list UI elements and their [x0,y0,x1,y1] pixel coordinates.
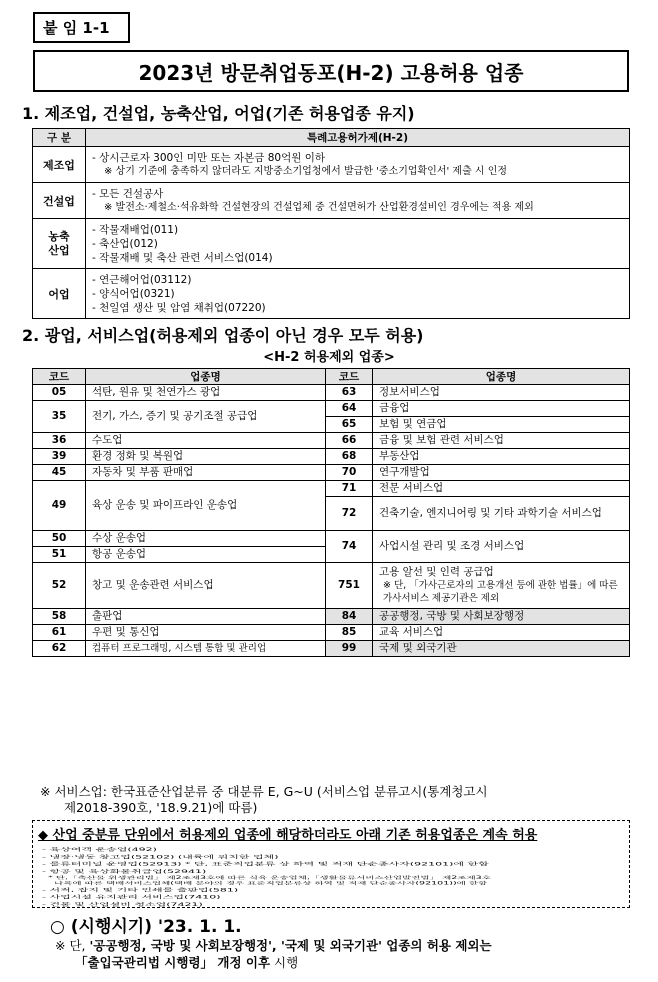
note-emphasis: '공공행정, 국방 및 사회보장행정', '국제 및 외국기관' 업종의 허용 제외는 [89,938,492,953]
list-item: - 건물 및 산업설비 청소업(7421) [42,901,203,908]
industry-code: 35 [33,401,86,433]
industry-code: 65 [326,417,373,433]
industry-code: 84 [326,609,373,625]
list-item: - 물류터미널 운영업(52913) * 단, 표준직업분류 상 하역 및 적재 단순종사자(92101)에 한함 [42,861,489,867]
industry-name: 석탄, 원유 및 천연가스 광업 [86,385,326,401]
industry-code: 72 [326,497,373,531]
industry-name: 국제 및 외국기관 [373,641,630,657]
allowed-exceptions-heading: ◆ 산업 중분류 단위에서 허용제외 업종에 해당하더라도 아래 기존 허용업종은 계속 허용 [38,828,538,843]
industry-name: 창고 및 운송관련 서비스업 [86,563,326,609]
list-item: - 육상여객 운송업(492) [42,846,157,853]
effective-date: ○ (시행시기) '23. 1. 1. [50,917,242,937]
criteria-line: - 연근해어업(03112) [92,273,192,286]
industry-name: 사업시설 관리 및 조경 서비스업 [373,531,630,563]
industry-code: 64 [326,401,373,417]
industry-code: 49 [33,481,86,531]
criteria-line: - 상시근로자 300인 미만 또는 자본금 80억원 이하 [92,151,325,164]
industry-name: 항공 운송업 [86,547,326,563]
allowed-exceptions-list [42,846,627,908]
industry-name: 수도업 [86,433,326,449]
industry-code: 85 [326,625,373,641]
criteria-line: - 모든 건설공사 [92,187,164,200]
industry-name: 육상 운송 및 파이프라인 운송업 [86,481,326,531]
industry-code: 36 [33,433,86,449]
industry-code: 51 [33,547,86,563]
industry-name: 전기, 가스, 증기 및 공기조절 공급업 [86,401,326,433]
industry-code: 62 [33,641,86,657]
industry-code: 61 [33,625,86,641]
exclusion-table-title: <H-2 허용제외 업종> [263,350,395,365]
note-prefix: ※ 단, [55,938,90,953]
col-industry: 업종명 [373,369,630,385]
industry-name: 전문 서비스업 [373,481,630,497]
industry-name: 우편 및 통신업 [86,625,326,641]
criteria-line: - 양식어업(0321) [92,287,175,300]
category-agriculture: 농축 산업 [33,219,86,269]
category-manufacturing: 제조업 [33,147,86,183]
industry-name: 수상 운송업 [86,531,326,547]
list-item: - 사업시설 유지관리 서비스업(7410) [42,894,221,900]
industry-name: 금융 및 보험 관련 서비스업 [373,433,630,449]
industry-code: 63 [326,385,373,401]
criteria-note: ※ 발전소·제철소·석유화학 건설현장의 건설업체 중 건설면허가 산업환경설비인 경우에는 적용 제외 [104,201,534,213]
list-item: - 서적, 잡지 및 기타 인쇄물 출판업(581) [42,887,239,893]
industry-code: 99 [326,641,373,657]
industry-name: 환경 정화 및 복원업 [86,449,326,465]
list-item-note: * 단,「축산물 위생관리법」 제2조제3호에 따른 식육 운송업체,「생활물류서비스산업발전법」 제2조제3호 [42,875,491,881]
criteria-line: - 천일염 생산 및 암염 채취업(07220) [92,301,266,314]
criteria-line: - 작물재배 및 축산 관련 서비스업(014) [92,251,273,264]
category-construction: 건설업 [33,183,86,219]
criteria-line: - 축산업(012) [92,237,158,250]
section-1-heading: 1. 제조업, 건설업, 농축산업, 어업(기존 허용업종 유지) [22,104,415,123]
industry-code: 52 [33,563,86,609]
industry-name: 출판업 [86,609,326,625]
industry-name: 부동산업 [373,449,630,465]
industry-name: 건축기술, 엔지니어링 및 기타 과학기술 서비스업 [373,497,630,531]
effective-note [55,937,492,971]
list-item-note: 나목에 따른 택배서비스업체(택배 분야의 경우 표준직업분류상 하역 및 적재 단순종사자(92101))에 한함 [42,881,488,886]
industry-name: 자동차 및 부품 판매업 [86,465,326,481]
footnote-line: ※ 서비스업: 한국표준산업분류 중 대분류 E, G~U (서비스업 분류고시(통계청고시 [40,784,488,799]
col-code: 코드 [33,369,86,385]
industry-code: 58 [33,609,86,625]
category-fishery: 어업 [33,269,86,319]
criteria-line: - 작물재배업(011) [92,223,179,236]
table1-head-category: 구 분 [33,129,86,147]
industry-code: 39 [33,449,86,465]
list-item: - 냉장·냉동 창고업(52102) (내륙에 위치한 업체) [42,854,279,860]
industry-name: 보험 및 연금업 [373,417,630,433]
footnote-line: 제2018-390호, '18.9.21)에 따름) [64,800,258,815]
industry-code: 05 [33,385,86,401]
service-industry-footnote [40,784,632,816]
industry-code: 751 [326,563,373,609]
list-item: - 항공 및 육상화물취급업(52941) [42,868,207,875]
industry-code: 68 [326,449,373,465]
section-2-heading: 2. 광업, 서비스업(허용제외 업종이 아닌 경우 모두 허용) [22,326,424,345]
industry-name: 고용 알선 및 인력 공급업 [379,566,494,578]
industry-name: 연구개발업 [373,465,630,481]
industry-code: 45 [33,465,86,481]
attachment-tag: 붙 임 1-1 [33,12,130,43]
note-suffix: 시행 [270,955,299,970]
industry-note: ※ 단, 「가사근로자의 고용개선 등에 관한 법률」에 따른 가사서비스 제공기관은 제외 [383,580,618,604]
industry-name: 금융업 [373,401,630,417]
industry-code: 74 [326,531,373,563]
industry-code: 66 [326,433,373,449]
manufacturing-table [32,128,630,319]
industry-code: 50 [33,531,86,547]
page-title: 2023년 방문취업동포(H-2) 고용허용 업종 [33,50,629,92]
exclusion-table [32,368,630,657]
industry-code: 70 [326,465,373,481]
industry-name: 정보서비스업 [373,385,630,401]
industry-name: 컴퓨터 프로그래밍, 시스템 통합 및 관리업 [86,641,326,657]
industry-name: 공공행정, 국방 및 사회보장행정 [373,609,630,625]
note-emphasis: 「출입국관리법 시행령」 개정 이후 [75,955,271,970]
col-code: 코드 [326,369,373,385]
table1-head-criteria: 특례고용허가제(H-2) [86,129,630,147]
industry-name: 교육 서비스업 [373,625,630,641]
col-industry: 업종명 [86,369,326,385]
industry-code: 71 [326,481,373,497]
criteria-note: ※ 상기 기준에 충족하지 않더라도 지방중소기업청에서 발급한 '중소기업확인서' 제출 시 인정 [104,165,508,177]
